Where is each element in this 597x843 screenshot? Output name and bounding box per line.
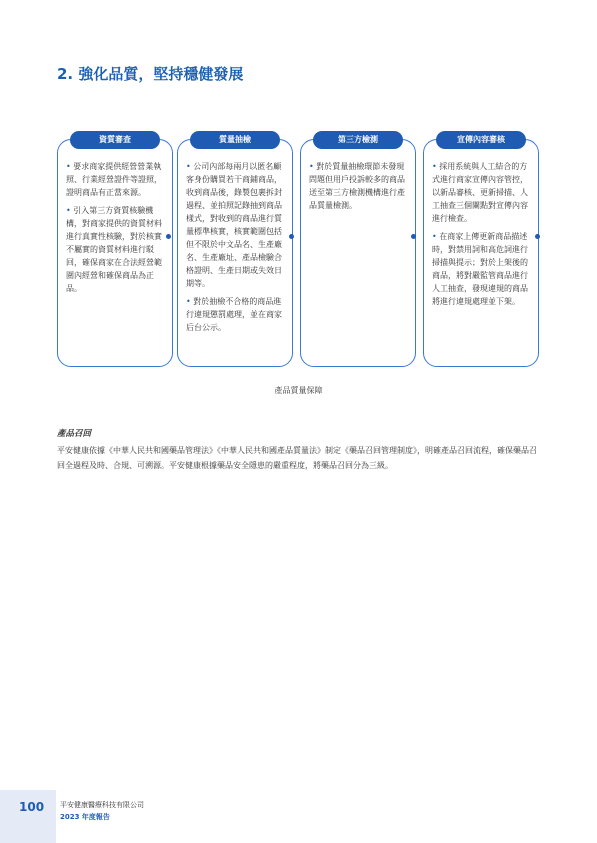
card-title: 資質審查: [70, 131, 160, 149]
footer-company: 平安健康醫療科技有限公司: [60, 801, 144, 809]
section-title: 2. 強化品質，堅持穩健發展: [57, 65, 244, 83]
bullet-text: 公司內部每兩月以匿名顧客身份購買若干商鋪商品，收到商品後，錄製包裹拆封過程、並拍照記錄抽到商品樣式，對收到的商品進行質量標準核實，核實範圍包括但不限於中文品名、生產廠名、生產廠址、產品檢驗合格證明、生產日期或失效日期等。: [186, 162, 282, 288]
bullet-dot-icon: •: [432, 232, 440, 241]
recall-heading: 產品召回: [57, 429, 92, 439]
card-bullet: [432, 160, 532, 225]
card-third-party-testing: [300, 135, 416, 367]
card-body: [66, 160, 166, 300]
card-title: 質量抽檢: [190, 131, 280, 149]
bullet-text: 對於質量抽檢環節未發現問題但用戶投訴較多的商品送至第三方檢測機構進行產品質量檢測。: [309, 162, 405, 210]
card-body: [309, 160, 409, 217]
bullet-text: 對於抽檢不合格的商品進行違規懲罰處理，並在商家后台公示。: [186, 297, 282, 332]
card-bullet: [186, 160, 286, 290]
bullet-text: 要求商家提供經營營業執照、行業經營證件等證照，證明商品有正當來源。: [66, 162, 162, 197]
bullet-dot-icon: •: [66, 206, 74, 215]
connector-dot-icon: [535, 234, 540, 239]
bullet-text: 引入第三方資質核驗機構，對商家提供的資質材料進行真實性核驗，對於核實不屬實的資質材料進行駁回，確保商家在合法經營範圍內經營和確保商品為正品。: [66, 206, 162, 293]
card-quality-sampling: [177, 135, 293, 367]
card-title: 宣傳內容審核: [436, 131, 526, 149]
page-number: 100: [19, 800, 45, 814]
bullet-dot-icon: •: [186, 297, 194, 306]
bullet-dot-icon: •: [186, 162, 194, 171]
connector-dot-icon: [411, 234, 416, 239]
card-promotion-review: [423, 135, 539, 367]
bullet-dot-icon: •: [309, 162, 317, 171]
card-body: [186, 160, 286, 339]
card-bullet: [66, 204, 166, 295]
card-body: [432, 160, 532, 313]
card-bullet: [66, 160, 166, 199]
bullet-text: 在商家上傳更新商品描述時，對禁用詞和高危詞進行掃描與提示；對於上架後的商品，將對嚴監管商品進行人工抽查，發現違規的商品將進行違規處理並下架。: [432, 232, 528, 306]
figure-caption: 產品質量保障: [274, 386, 323, 395]
footer-report-title: 2023 年度報告: [60, 813, 110, 821]
card-title: 第三方檢測: [313, 131, 403, 149]
connector-dot-icon: [166, 234, 171, 239]
card-bullet: [186, 295, 286, 334]
footer-decoration: [0, 790, 56, 843]
card-qualification-review: [57, 135, 173, 367]
connector-dot-icon: [289, 234, 294, 239]
card-bullet: [309, 160, 409, 212]
recall-paragraph: 平安健康依據《中華人民共和國藥品管理法》《中華人民共和國產品質量法》制定《藥品召回管理制度》，明確產品召回流程，確保藥品召回全過程及時、合規、可溯源。平安健康根據藥品安全隱患的嚴重程度，將藥品召回分為三級。: [57, 446, 537, 470]
card-bullet: [432, 230, 532, 308]
bullet-dot-icon: •: [66, 162, 74, 171]
bullet-dot-icon: •: [432, 162, 440, 171]
bullet-text: 採用系統與人工結合的方式進行商家宣傳內容管控，以新品審核、更新掃描、人工抽查三個闌點對宣傳內容進行檢查。: [432, 162, 528, 223]
